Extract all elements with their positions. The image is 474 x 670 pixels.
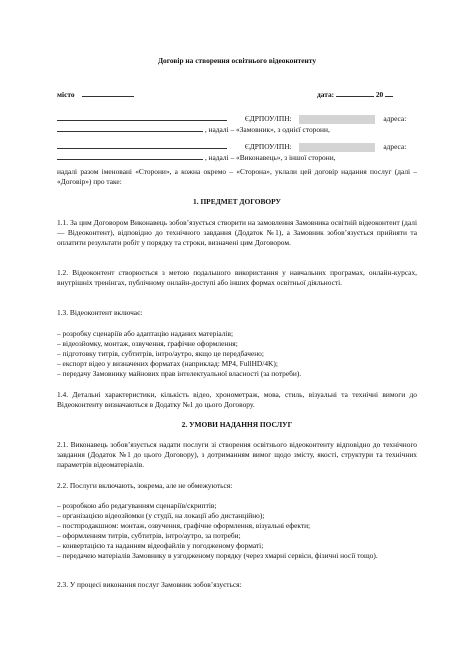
year-prefix: 20: [375, 90, 384, 99]
list-item: – передачею матеріалів Замовнику в узгодженому порядку (через хмарні сервіси, фізичні носії тощо).: [57, 551, 378, 560]
section-2-heading: 2. УМОВИ НАДАННЯ ПОСЛУГ: [181, 420, 293, 429]
place-date-line: [57, 88, 417, 100]
list-item: – передачу Замовнику майнових прав інтелектуальної власності (за потреби).: [57, 369, 302, 378]
party2-role: , надалі – «Виконавець», з іншої сторони,: [204, 153, 336, 162]
intro-paragraph: надалі разом іменовані «Сторони», а кожна окремо – «Сторона», уклали цей договір надання послуг (далі – «Договір») про таке:: [57, 167, 417, 186]
list-item: – експорт відео у визначених форматах (наприклад: MP4, FullHD/4K);: [57, 359, 278, 368]
list-item: – оформленням титрів, субтитрів, інтро/аутро, за потреби;: [57, 531, 241, 540]
clause-1-3: 1.3. Відеоконтент включає:: [57, 308, 143, 317]
party1-address-field[interactable]: [57, 123, 203, 132]
party2-name-field[interactable]: [57, 140, 227, 149]
party2-address-field[interactable]: [57, 151, 203, 160]
party2-address-label: адреса:: [383, 142, 407, 151]
party2-edrpou-label: ЄДРПОУ/ІПН:: [244, 142, 292, 151]
list-item: – підготовку титрів, субтитрів, інтро/аутро, якщо це передбачено;: [57, 349, 264, 358]
date-field[interactable]: [336, 88, 374, 97]
list-item: – постпродакшном: монтаж, озвучення, графічне оформлення, візуальні ефекти;: [57, 521, 311, 530]
clause-1-1: 1.1. За цим Договором Виконавець зобов’язується створити на замовлення Замовника освітній відеоконтент (далі — Відеоконтент), відповідно до технічного завдання (Додаток №1), а Замовник зобов’язується прийняти та оплатити результати робіт у порядку та строки, визначені цим Договором.: [57, 218, 417, 247]
list-item: – конвертацією та наданням відеофайлів у погодженому форматі;: [57, 541, 264, 550]
party2-line2: [57, 151, 336, 163]
date-group: [317, 88, 393, 100]
clause-2-1: 2.1. Виконавець зобов’язується надати послуги зі створення освітнього відеоконтенту відповідно до технічного завдання (Додаток №1 до цього Договору), з дотриманням вимог щодо змісту, якості, структури та технічних параметрів відеоматеріалів.: [57, 440, 417, 469]
date-label: дата:: [317, 90, 335, 99]
party1-edrpou-label: ЄДРПОУ/ІПН:: [244, 114, 292, 123]
place-field[interactable]: [82, 88, 134, 97]
party1-name-field[interactable]: [57, 112, 227, 121]
party1-role: , надалі – «Замовник», з однієї сторони,: [204, 125, 330, 134]
place-label: місто: [57, 90, 75, 99]
clause-2-2: 2.2. Послуги включають, зокрема, але не обмежуються:: [57, 481, 233, 490]
document-title: Договір на створення освітнього відеоконтенту: [157, 56, 317, 65]
clause-1-4: 1.4. Детальні характеристики, кількість відео, хронометраж, мова, стиль, візуальні та технічні вимоги до Відеоконтенту визначаються в Додатку №1 до цього Договору.: [57, 390, 417, 409]
clause-1-2: 1.2. Відеоконтент створюється з метою подальшого використання у навчальних програмах, онлайн-курсах, внутрішніх тренінгах, публічному онлайн-доступі або інших формах освітньої діяльності.: [57, 268, 417, 287]
party1-address-label: адреса:: [383, 114, 407, 123]
party1-line2: [57, 123, 330, 135]
list-item: – розробку сценаріїв або адаптацію наданих матеріалів;: [57, 329, 233, 338]
list-item: – відеозйомку, монтаж, озвучення, графічне оформлення;: [57, 339, 238, 348]
year-field[interactable]: [385, 88, 393, 97]
list-item: – розробкою або редагуванням сценаріїв/скриптів;: [57, 501, 217, 510]
list-item: – організацією відеозйомки (у студії, на локації або дистанційно);: [57, 511, 265, 520]
section-1-heading: 1. ПРЕДМЕТ ДОГОВОРУ: [193, 197, 281, 206]
clause-2-3: 2.3. У процесі виконання послуг Замовник зобов’язується:: [57, 580, 242, 589]
